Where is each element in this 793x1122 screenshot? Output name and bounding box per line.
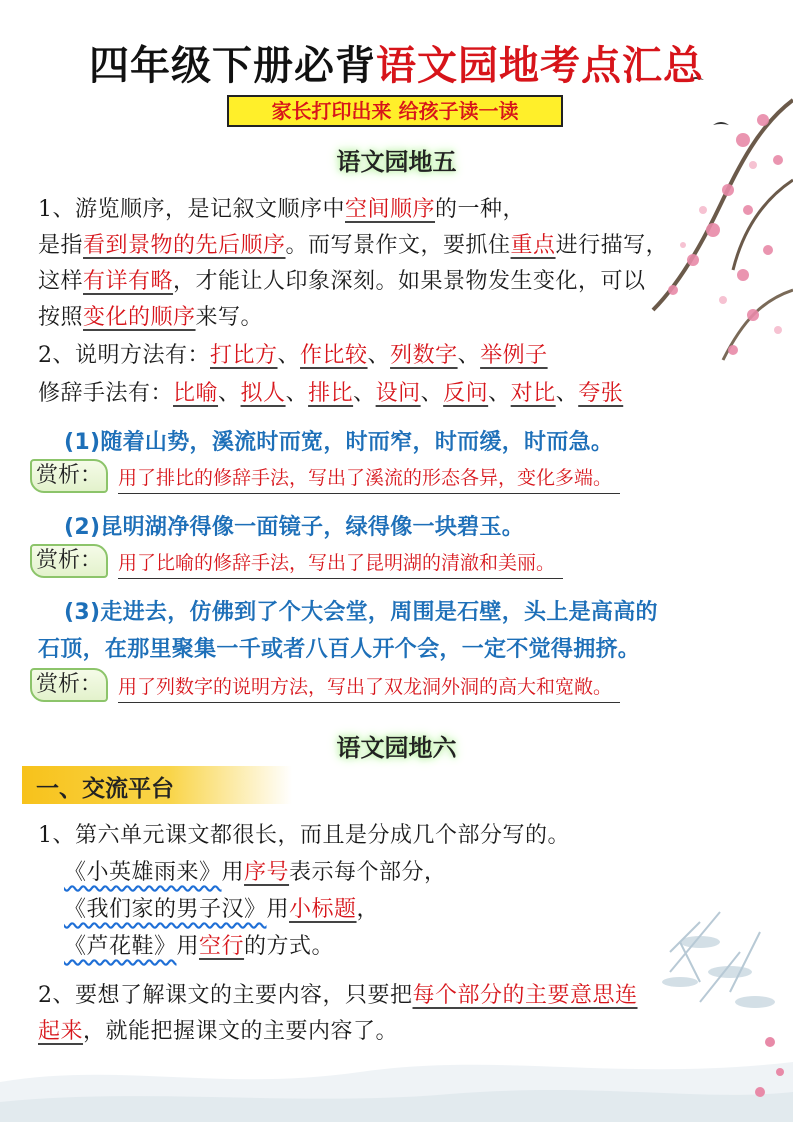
text: ， — [356, 897, 380, 922]
text: 2、要想了解课文的主要内容，只要把 — [38, 983, 413, 1008]
key-term: 有详有略 — [83, 269, 174, 294]
text: 用 — [266, 897, 290, 922]
key-term: 序号 — [244, 860, 290, 885]
page-title — [0, 34, 793, 91]
separator: 、 — [420, 381, 444, 406]
text: 的方式。 — [244, 934, 335, 959]
separator: 、 — [488, 381, 511, 406]
separator: 、 — [277, 343, 301, 368]
s5-p1-line3 — [38, 264, 646, 295]
text: 1、游览顺序，是记叙文顺序中 — [38, 197, 345, 222]
s6-item-2 — [64, 892, 379, 923]
rhetoric-term: 比喻 — [173, 381, 219, 406]
text: 用 — [221, 860, 245, 885]
book-title: 《芦花鞋》 — [64, 934, 177, 959]
text: 用 — [176, 934, 200, 959]
s5-methods-line — [38, 338, 548, 369]
example-sentence-1: (1)随着山势，溪流时而宽，时而窄，时而缓，时而急。 — [64, 430, 614, 455]
appreciation-tag: 赏析： — [30, 668, 108, 702]
rhetoric-term: 夸张 — [578, 381, 624, 406]
rhetoric-term: 排比 — [308, 381, 354, 406]
text: 这样 — [38, 269, 84, 294]
text: 是指 — [38, 233, 84, 258]
text: 修辞手法有： — [38, 381, 174, 406]
key-term: 看到景物的先后顺序 — [83, 233, 286, 258]
rhetoric-term: 反问 — [443, 381, 489, 406]
section5-title: 语文园地五 — [336, 147, 457, 176]
s5-rhetoric-line — [38, 376, 623, 407]
rhetoric-term: 拟人 — [240, 381, 286, 406]
key-term: 起来 — [38, 1019, 84, 1044]
separator: 、 — [285, 381, 309, 406]
appreciation-text: 用了列数字的说明方法，写出了双龙洞外洞的高大和宽敞。 — [118, 672, 620, 703]
s5-p1-line2 — [38, 228, 668, 259]
example-sentence-3b: 石顶，在那里聚集一千或者八百人开个会，一定不觉得拥挤。 — [38, 637, 641, 662]
text: 的一种， — [435, 197, 526, 222]
text: ，才能让人印象深刻。如果景物发生变化，可以 — [173, 269, 646, 294]
text: 进行描写， — [555, 233, 669, 258]
separator: 、 — [353, 381, 376, 406]
section6-title: 语文园地六 — [336, 733, 457, 762]
method-term: 打比方 — [210, 343, 278, 368]
key-term: 小标题 — [289, 897, 357, 922]
method-term: 列数字 — [390, 343, 458, 368]
separator: 、 — [457, 343, 481, 368]
subhead-exchange-platform — [22, 766, 292, 804]
key-term: 空行 — [199, 934, 245, 959]
text: 2、说明方法有： — [38, 343, 210, 368]
title-black: 四年级下册必背 — [89, 43, 376, 89]
appreciation-text: 用了比喻的修辞手法，写出了昆明湖的清澈和美丽。 — [118, 548, 563, 579]
key-term: 空间顺序 — [345, 197, 436, 222]
example-sentence-2: (2)昆明湖净得像一面镜子，绿得像一块碧玉。 — [64, 515, 525, 540]
text: 按照 — [38, 305, 84, 330]
separator: 、 — [367, 343, 391, 368]
s6-item-1 — [64, 855, 447, 886]
s6-p2-line2 — [38, 1014, 398, 1045]
print-banner: 家长打印出来 给孩子读一读 — [227, 95, 563, 127]
text: 表示每个部分， — [289, 860, 447, 885]
method-term: 举例子 — [480, 343, 548, 368]
book-title: 《我们家的男子汉》 — [64, 897, 267, 922]
text: 。而写景作文，要抓住 — [285, 233, 511, 258]
s6-p1: 1、第六单元课文都很长，而且是分成几个部分写的。 — [38, 823, 570, 848]
s5-p1-line1 — [38, 192, 525, 223]
title-red: 语文园地考点汇总 — [376, 43, 704, 89]
s6-p2-line1 — [38, 978, 638, 1009]
s5-p1-line4 — [38, 300, 263, 331]
text: 来写。 — [195, 305, 264, 330]
appreciation-text: 用了排比的修辞手法，写出了溪流的形态各异，变化多端。 — [118, 463, 620, 494]
key-term: 每个部分的主要意思连 — [412, 983, 638, 1008]
method-term: 作比较 — [300, 343, 368, 368]
text: ，就能把握课文的主要内容了。 — [83, 1019, 399, 1044]
appreciation-tag: 赏析： — [30, 459, 108, 493]
s6-item-3 — [64, 929, 334, 960]
plum-blossom-decoration — [593, 60, 793, 390]
example-sentence-3a: (3)走进去，仿佛到了个大会堂，周围是石壁，头上是高高的 — [64, 600, 658, 625]
key-term: 重点 — [510, 233, 556, 258]
key-term: 变化的顺序 — [83, 305, 196, 330]
rhetoric-term: 对比 — [510, 381, 556, 406]
rhetoric-term: 设问 — [375, 381, 421, 406]
book-title: 《小英雄雨来》 — [64, 860, 222, 885]
appreciation-tag: 赏析： — [30, 544, 108, 578]
subhead-text: 一、交流平台 — [36, 776, 174, 802]
separator: 、 — [555, 381, 579, 406]
separator: 、 — [218, 381, 241, 406]
